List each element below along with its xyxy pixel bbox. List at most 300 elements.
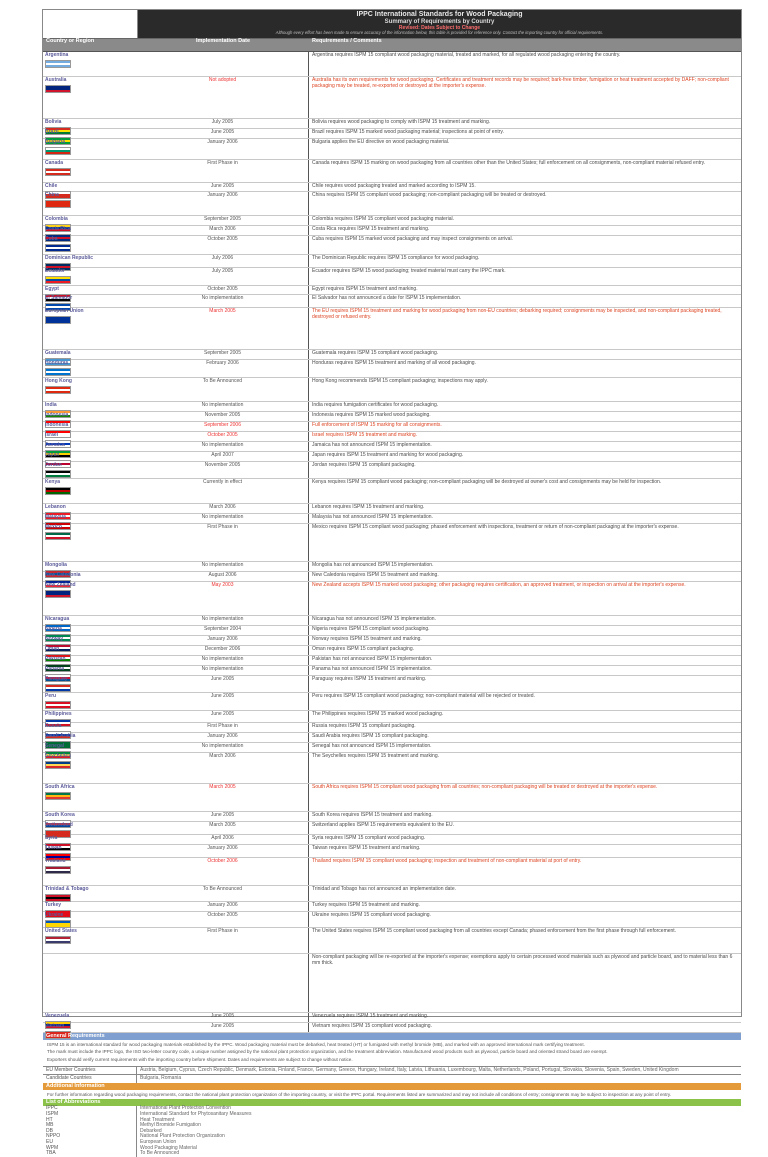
requirements-cell: Norway requires ISPM 15 treatment and marking. [312,636,422,642]
abbreviation-meaning: European Union [140,1138,177,1145]
country-name: Mexico [45,524,62,530]
general-requirements-text [43,1040,741,1066]
table-row [43,743,741,753]
country-name: South Korea [45,812,75,818]
country-cell [43,183,137,191]
table-row [43,412,741,422]
abbreviation-meaning: Heat Treatment [140,1116,175,1123]
implementation-date-cell: No implementation [137,743,309,752]
implementation-date-cell: October 2005 [137,912,309,927]
country-cell [43,743,137,752]
table-row [43,646,741,656]
requirements-cell: Nigeria requires ISPM 15 compliant wood packaging. [312,626,430,632]
country-name: Oman [45,646,60,652]
implementation-date-cell [137,52,309,76]
country-cell [43,52,137,76]
country-name: Thailand [45,858,66,864]
requirements-cell: Mongolia has not announced ISPM 15 implementation. [312,562,434,568]
requirements-cell: New Caledonia requires ISPM 15 treatment and marking. [312,572,439,578]
country-name: Seychelles [45,753,71,759]
country-flag-icon [45,761,71,769]
country-cell [43,1023,137,1032]
table-row [43,858,741,886]
implementation-date-cell: No implementation [137,616,309,625]
country-flag-icon [45,792,71,800]
table-row [43,160,741,183]
country-cell [43,812,137,821]
country-cell [43,350,137,359]
table-row [43,886,741,902]
requirements-cell: Israel requires ISPM 15 treatment and marking. [312,432,418,438]
implementation-date-cell: July 2005 [137,119,309,128]
country-cell [43,616,137,625]
column-header-row [43,39,741,51]
country-flag-icon [45,684,71,692]
country-name: Indonesia [45,412,69,418]
country-cell [43,928,137,953]
country-cell [43,479,137,503]
country-flag-icon [45,85,71,93]
implementation-date-cell: June 2005 [137,1023,309,1032]
implementation-date-cell: March 2005 [137,784,309,811]
implementation-date-cell: First Phase in [137,160,309,182]
country-name: Trinidad & Tobago [45,886,89,892]
abbreviation-meaning: Methyl Bromide Fumigation [140,1122,201,1129]
country-name: Nicaragua [45,616,70,622]
implementation-date-cell: April 2006 [137,835,309,844]
country-cell [43,77,137,118]
country-cell [43,646,137,655]
table-row [43,286,741,295]
candidate-members-label: Candidate Countries [43,1075,137,1083]
table-row [43,676,741,693]
country-name: Ukraine [45,912,64,918]
implementation-date-cell: January 2006 [137,845,309,857]
implementation-date-cell: September 2006 [137,422,309,431]
requirements-cell: Lebanon requires ISPM 15 treatment and marking. [312,504,425,510]
table-row [43,616,741,626]
country-name: Switzerland [45,822,73,828]
implementation-date-cell: June 2005 [137,183,309,191]
requirements-cell: Syria requires ISPM 15 compliant wood packaging. [312,835,426,841]
abbreviation-meaning: International Plant Protection Convention [140,1105,231,1112]
abbreviation-key: HT [43,1118,137,1124]
general-paragraph: Exporters should verify current requirements with the importing country before shipment. Dates and requirements are subject to change without notice. [47,1056,353,1062]
country-cell [43,402,137,411]
abbreviation-meaning: To Be Announced [140,1150,180,1157]
country-name: Jordan [45,462,62,468]
candidate-members-row [43,1074,741,1083]
country-name: Costa Rica [45,226,71,232]
table-row [43,902,741,912]
additional-info-text: For further information regarding wood packaging requirements, contact the national plant protection organization of the importing country, or visit the IPPC portal. Requirements listed are summarized and may not include all conditions of entry; consignments may be subject to inspection at any point of entry. [47,1092,672,1098]
document-subtitle: Summary of Requirements by Country [384,19,495,25]
requirements-cell: Hong Kong recommends ISPM 15 compliant packaging; inspections may apply. [312,378,488,384]
requirements-cell: Canada requires ISPM 15 marking on wood packaging from all countries other than the United States; full enforcement on all consignments, non-compliant material refused entry. [312,160,706,166]
additional-info-bar: Additional Information [43,1083,741,1090]
requirements-cell: Guatemala requires ISPM 15 compliant wood packaging. [312,350,439,356]
country-cell [43,236,137,254]
country-name: Norway [45,636,64,642]
country-cell [43,711,137,722]
disclaimer-note: Although every effort has been made to ensure accuracy of the information below, this table is provided for reference only. Contact the importing country for official requirements. [275,30,604,35]
requirements-cell: New Zealand accepts ISPM 15 marked wood packaging; other packaging requires certification, an approved treatment, or inspection on arrival at the importer's expense. [312,582,686,588]
country-name: China [45,192,59,198]
country-name: Egypt [45,286,59,292]
country-name: Jamaica [45,442,65,448]
country-cell [43,902,137,911]
country-name: Paraguay [45,676,68,682]
requirements-cell: Paraguay requires ISPM 15 treatment and marking. [312,676,427,682]
country-cell [43,462,137,478]
country-cell [43,119,137,128]
implementation-date-cell: September 2004 [137,626,309,635]
abbreviation-meaning: Wood Packaging Material [140,1144,197,1151]
table-row [43,183,741,192]
country-name: India [45,402,57,408]
implementation-date-cell: January 2006 [137,192,309,215]
requirements-cell: Pakistan has not announced ISPM 15 implementation. [312,656,433,662]
country-cell [43,858,137,885]
requirements-cell: Non-compliant packaging will be re-exported at the importer's expense; exemptions apply to certain processed wood materials such as plywood and particle board, and to material less than 6 mm thick. [312,954,733,966]
table-row [43,1023,741,1033]
requirements-cell: China requires ISPM 15 compliant wood packaging; non-compliant packaging will be treated or destroyed. [312,192,547,198]
requirements-cell: Indonesia requires ISPM 15 marked wood packaging. [312,412,431,418]
implementation-date-cell: July 2005 [137,268,309,285]
table-row [43,402,741,412]
table-row [43,452,741,462]
requirements-cell: Costa Rica requires ISPM 15 treatment and marking. [312,226,430,232]
implementation-date-cell: December 2006 [137,646,309,655]
abbreviation-key: WPM [43,1146,137,1152]
eu-members-label: EU Member Countries [43,1067,137,1075]
country-cell [43,886,137,901]
table-row [43,52,741,77]
country-name: Senegal [45,743,65,749]
country-cell [43,626,137,635]
table-row [43,753,741,784]
requirements-cell: Egypt requires ISPM 15 treatment and marking. [312,286,418,292]
requirements-cell: Brazil requires ISPM 15 marked wood packaging material; inspections at point of entry. [312,129,504,135]
country-flag-icon [45,168,71,176]
general-paragraph: ISPM 15 is an international standard for wood packaging materials established by the IPPC. Wood packaging material must be debarked, heat treated (HT) or fumigated with methyl bromide (MB), and marked with an approved international mark certifying treatment. [47,1042,585,1047]
country-cell [43,216,137,225]
country-table [43,51,741,1033]
country-cell [43,835,137,844]
implementation-date-cell: February 2006 [137,360,309,377]
country-cell [43,912,137,927]
implementation-date-cell: First Phase in [137,723,309,732]
country-cell [43,226,137,235]
column-header-date: Implementation Date [195,38,251,44]
requirements-cell: Australia has its own requirements for wood packaging. Certificates and treatment records may be required; bark-free timber, fumigation or heat treatment accepted by DAFF; non-compliant packaging may be treated, re-exported or destroyed at the importer's expense. [312,77,729,89]
country-cell [43,954,137,1012]
country-flag-icon [45,470,71,478]
implementation-date-cell: No implementation [137,562,309,571]
country-name: Venezuela [45,1013,70,1019]
country-cell [43,412,137,421]
implementation-date-cell: September 2005 [137,350,309,359]
country-flag-icon [45,276,71,284]
table-row [43,954,741,1013]
country-name: Panama [45,666,65,672]
table-row [43,1013,741,1023]
table-row [43,733,741,743]
requirements-cell: El Salvador has not announced a date for ISPM 15 implementation. [312,295,462,301]
country-cell [43,192,137,215]
implementation-date-cell: June 2005 [137,711,309,722]
country-cell [43,432,137,441]
implementation-date-cell: June 2005 [137,812,309,821]
table-row [43,378,741,402]
requirements-cell: Turkey requires ISPM 15 treatment and marking. [312,902,420,908]
implementation-date-cell: June 2005 [137,676,309,692]
country-cell [43,582,137,615]
header-spacer [43,10,138,38]
country-name: Colombia [45,216,68,222]
table-row [43,572,741,582]
abbreviation-key: IPPC [43,1106,137,1112]
abbreviation-key: ISPM [43,1112,137,1118]
implementation-date-cell: To Be Announced [137,378,309,401]
country-cell [43,562,137,571]
requirements-cell: The Seychelles requires ISPM 15 treatment and marking. [312,753,440,759]
country-name: Chile [45,183,58,189]
requirements-cell: Jamaica has not announced ISPM 15 implementation. [312,442,432,448]
table-row [43,562,741,572]
country-name: Canada [45,160,64,166]
country-name: Philippines [45,711,72,717]
country-name: Cuba [45,236,58,242]
country-name: European Union [45,308,84,314]
implementation-date-cell: To Be Announced [137,886,309,901]
requirements-cell: Japan requires ISPM 15 treatment and marking for wood packaging. [312,452,464,458]
candidate-members-list: Bulgaria, Romania [140,1075,182,1082]
table-row [43,77,741,119]
implementation-date-cell: October 2005 [137,286,309,294]
country-name: Hong Kong [45,378,72,384]
implementation-date-cell: November 2005 [137,412,309,421]
implementation-date-cell: January 2006 [137,636,309,645]
country-name: Lebanon [45,504,66,510]
requirements-cell: Panama has not announced ISPM 15 implementation. [312,666,432,672]
implementation-date-cell: November 2005 [137,462,309,478]
table-row [43,236,741,255]
requirements-cell: Venezuela requires ISPM 15 treatment and marking. [312,1013,429,1019]
country-cell [43,295,137,307]
country-name: Malaysia [45,514,66,520]
implementation-date-cell: June 2005 [137,1013,309,1022]
country-cell [43,723,137,732]
country-cell [43,514,137,523]
country-name: Syria [45,835,58,841]
table-row [43,308,741,350]
abbreviation-meaning: International Standard for Phytosanitary Measures [140,1110,252,1117]
country-name: Saudi Arabia [45,733,76,739]
table-row [43,845,741,858]
country-cell [43,666,137,675]
implementation-date-cell: September 2005 [137,216,309,225]
requirements-cell: Ecuador requires ISPM 15 wood packaging; treated material must carry the IPPC mark. [312,268,506,274]
country-name: Japan [45,452,60,458]
table-row [43,504,741,514]
requirements-cell: The Philippines requires ISPM 15 marked wood packaging. [312,711,444,717]
country-cell [43,524,137,561]
table-row [43,360,741,378]
country-cell [43,360,137,377]
country-name: Bolivia [45,119,62,125]
country-cell [43,784,137,811]
abbreviation-key: EU [43,1140,137,1146]
country-flag-icon [45,936,71,944]
column-header-requirements: Requirements / Comments [312,38,382,44]
country-cell [43,572,137,581]
general-requirements-bar: General Requirements [43,1033,741,1040]
country-cell [43,442,137,451]
requirements-cell: Trinidad and Tobago has not announced an implementation date. [312,886,456,892]
revision-note: Revised: Dates Subject to Change [398,24,481,31]
table-row [43,119,741,129]
country-flag-icon [45,147,71,155]
requirements-cell: Nicaragua has not announced ISPM 15 implementation. [312,616,436,622]
country-flag-icon [45,701,71,709]
country-cell [43,822,137,834]
requirements-cell: Mexico requires ISPM 15 compliant wood packaging; phased enforcement with inspections, treatment or return of non-compliant packaging at the importer's expense. [312,524,679,530]
table-row [43,656,741,666]
country-name: Argentina [45,52,69,58]
implementation-date-cell: First Phase in [137,524,309,561]
requirements-cell: Russia requires ISPM 15 compliant packaging. [312,723,416,729]
country-cell [43,845,137,857]
country-name: South Africa [45,784,75,790]
implementation-date-cell: January 2006 [137,139,309,159]
requirements-cell: Saudi Arabia requires ISPM 15 compliant packaging. [312,733,429,739]
table-row [43,462,741,479]
table-row [43,928,741,954]
implementation-date-cell: Not adopted [137,77,309,118]
implementation-date-cell [137,954,309,1012]
implementation-date-cell: First Phase in [137,928,309,953]
implementation-date-cell: October 2006 [137,858,309,885]
country-flag-icon [45,368,71,376]
country-cell [43,255,137,267]
implementation-date-cell: No implementation [137,442,309,451]
table-row [43,693,741,711]
table-row [43,666,741,676]
requirements-cell: Jordan requires ISPM 15 compliant packaging. [312,462,416,468]
country-flag-icon [45,532,71,540]
country-cell [43,308,137,349]
requirements-cell: South Korea requires ISPM 15 treatment and marking. [312,812,433,818]
abbreviations-list [43,1106,741,1156]
table-row [43,812,741,822]
country-flag-icon [45,920,71,928]
implementation-date-cell: October 2005 [137,236,309,254]
country-cell [43,160,137,182]
table-row [43,432,741,442]
country-cell [43,693,137,710]
abbreviations-bar: List of Abbreviations [43,1099,741,1106]
country-name: Nigeria [45,626,62,632]
country-flag-icon [45,866,71,874]
requirements-cell: Chile requires wood packaging treated and marked according to ISPM 15. [312,183,476,189]
country-name: El Salvador [45,295,73,301]
country-flag-icon [45,487,71,495]
table-row [43,442,741,452]
requirements-cell: India requires fumigation certificates for wood packaging. [312,402,439,408]
requirements-cell: Switzerland applies ISPM 15 requirements equivalent to the EU. [312,822,455,828]
abbreviation-meaning: Debarked [140,1127,162,1134]
requirements-cell: Peru requires ISPM 15 compliant wood packaging; non-compliant material will be rejected or treated. [312,693,535,699]
country-name: United States [45,928,77,934]
table-row [43,226,741,236]
country-flag-icon [45,894,71,902]
implementation-date-cell: March 2005 [137,822,309,834]
document-header [43,10,741,39]
abbreviation-meaning: National Plant Protection Organization [140,1133,225,1140]
table-row [43,139,741,160]
requirements-cell: Taiwan requires ISPM 15 treatment and marking. [312,845,421,851]
eu-members-row [43,1066,741,1075]
country-flag-icon [45,60,71,68]
table-row [43,192,741,216]
implementation-date-cell: October 2005 [137,432,309,441]
country-cell [43,733,137,742]
implementation-date-cell: January 2006 [137,733,309,742]
requirements-cell: Argentina requires ISPM 15 compliant wood packaging material, treated and marked, for all regulated wood packaging entering the country. [312,52,621,58]
requirements-cell: Oman requires ISPM 15 compliant packaging. [312,646,414,652]
requirements-cell: Thailand requires ISPM 15 compliant wood packaging; inspection and treatment of non-compliant material at port of entry. [312,858,582,864]
requirements-cell: South Africa requires ISPM 15 compliant wood packaging from all countries; non-compliant packaging will be treated or destroyed at the importer's expense. [312,784,658,790]
country-name: Peru [45,693,57,699]
country-cell [43,452,137,461]
requirements-cell: Bulgaria applies the EU directive on wood packaging material. [312,139,450,145]
table-row [43,422,741,432]
requirements-cell: Ukraine requires ISPM 15 compliant wood packaging. [312,912,431,918]
country-cell [43,422,137,431]
table-row [43,912,741,928]
table-row [43,514,741,524]
implementation-date-cell: April 2007 [137,452,309,461]
implementation-date-cell: June 2005 [137,693,309,710]
table-row [43,255,741,268]
table-row [43,626,741,636]
requirements-cell: Vietnam requires ISPM 15 compliant wood packaging. [312,1023,432,1029]
country-name: Guatemala [45,350,71,356]
country-name: New Caledonia [45,572,81,578]
table-row [43,216,741,226]
table-row [43,479,741,504]
abbreviation-key: MB [43,1123,137,1129]
table-row [43,711,741,723]
country-cell [43,676,137,692]
country-cell [43,139,137,159]
country-name: Turkey [45,902,62,908]
requirements-cell: Colombia requires ISPM 15 compliant wood packaging material. [312,216,455,222]
table-row [43,835,741,845]
country-name: Vietnam [45,1023,65,1029]
requirements-cell: The EU requires ISPM 15 treatment and marking for wood packaging from non-EU countries; debarking required; consignments may be inspected, and non-compliant packaging treated, destroyed or refused entry. [312,308,722,320]
table-row [43,784,741,812]
table-row [43,129,741,139]
table-row [43,723,741,733]
requirements-cell: Kenya requires ISPM 15 compliant wood packaging; non-compliant packaging will be destroyed at owner's cost and consignments may be held for inspection. [312,479,662,485]
country-cell [43,656,137,665]
country-flag-icon [45,386,71,394]
country-cell [43,378,137,401]
abbreviation-key: DB [43,1129,137,1135]
implementation-date-cell: June 2005 [137,129,309,138]
